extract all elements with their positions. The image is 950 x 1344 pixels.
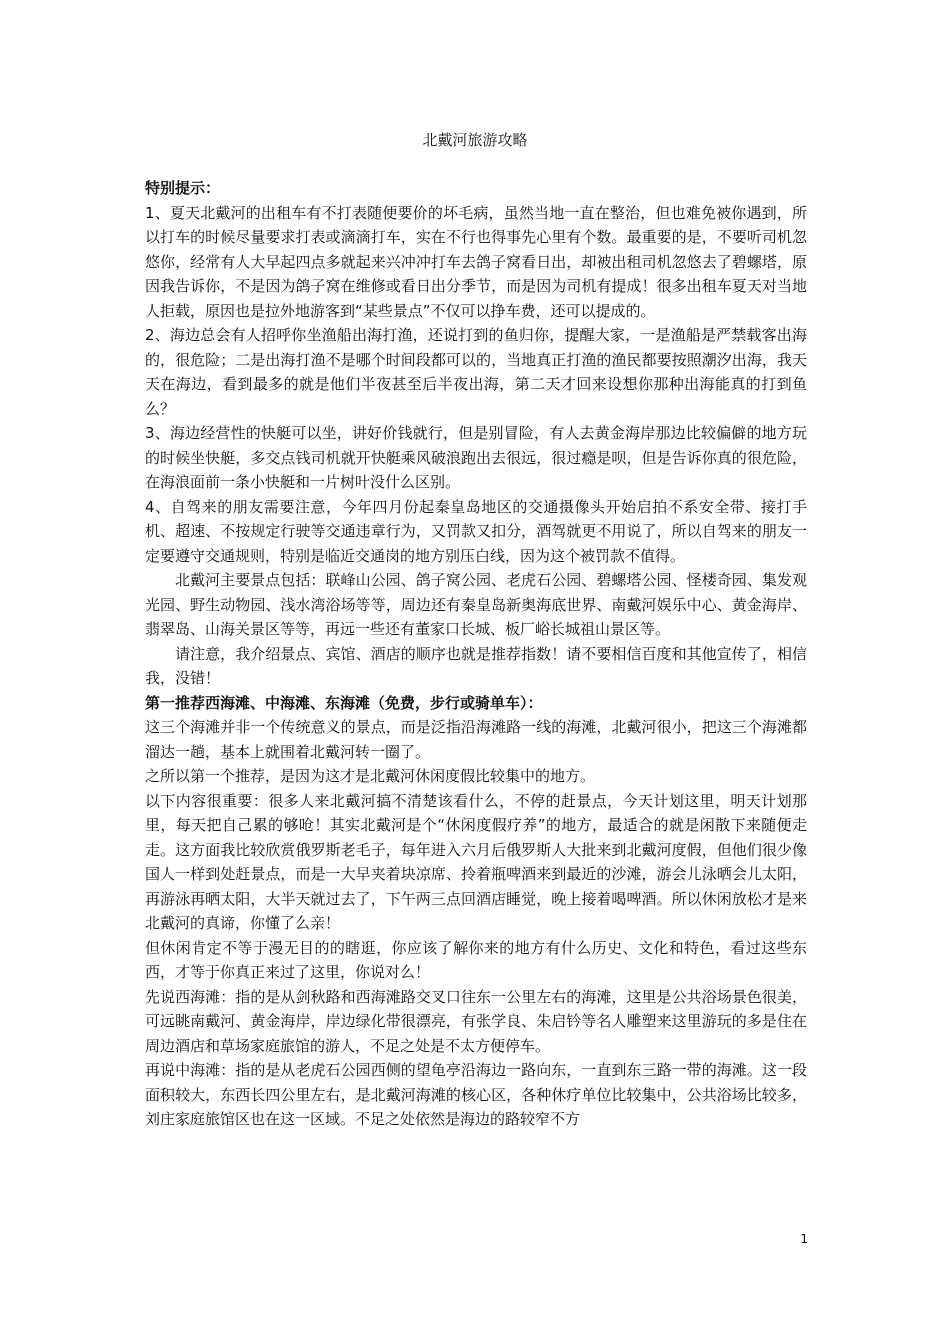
paragraph-recommendation-note: 请注意，我介绍景点、宾馆、酒店的顺序也就是推荐指数！请不要相信百度和其他宣传了，相信我，没错！ [145,644,807,687]
paragraph-important-content: 以下内容很重要：很多人来北戴河搞不清楚该看什么，不停的赶景点，今天计划这里，明天计划那里，每天把自己累的够呛！其实北戴河是个“休闲度假疗养”的地方，最适合的就是闲散下来随便走走。这方面我比较欣赏俄罗斯老毛子，每年进入六月后俄罗斯人大批来到北戴河度假，但他们很少像国人一样到处赶景点，而是一大早夹着块凉席、拎着瓶啤酒来到最近的沙滩，游会儿泳晒会儿太阳，再游泳再晒太阳，大半天就过去了，下午两三点回酒店睡觉，晚上接着喝啤酒。所以休闲放松才是来北戴河的真谛，你懂了么亲！ [145,791,807,932]
paragraph-tip-3: 3、海边经营性的快艇可以坐，讲好价钱就行，但是别冒险，有人去黄金海岸那边比较偏僻的地方玩的时候坐快艇，多交点钱司机就开快艇乘风破浪跑出去很远，很过瘾是呗，但是告诉你真的很危险，在海浪面前一条小快艇和一片树叶没什么区别。 [145,424,807,491]
paragraph-why-first: 之所以第一个推荐，是因为这才是北戴河休闲度假比较集中的地方。 [145,767,596,785]
document-title: 北戴河旅游攻略 [422,131,528,149]
paragraph-tip-4: 4、自驾来的朋友需要注意，今年四月份起秦皇岛地区的交通摄像头开始启拍不系安全带、接打手机、超速、不按规定行驶等交通违章行为，又罚款又扣分，酒驾就更不用说了，所以自驾来的朋友一定要遵守交通规则，特别是临近交通岗的地方别压白线，因为这个被罚款不值得。 [145,497,807,565]
paragraph-leisure-meaning: 但休闲肯定不等于漫无目的的瞎逛，你应该了解你来的地方有什么历史、文化和特色，看过这些东西，才等于你真正来过了这里，你说对么！ [145,938,807,981]
paragraph-beaches-intro: 这三个海滩并非一个传统意义的景点，而是泛指沿海滩路一线的海滩，北戴河很小，把这三个海滩都溜达一趟，基本上就围着北戴河转一圈了。 [145,718,807,761]
paragraph-main-attractions: 北戴河主要景点包括：联峰山公园、鸽子窝公园、老虎石公园、碧螺塔公园、怪楼奇园、集发观光园、野生动物园、浅水湾浴场等等，周边还有秦皇岛新奥海底世界、南戴河娱乐中心、黄金海岸、翡翠岛、山海关景区等等，再远一些还有董家口长城、板厂峪长城祖山景区等。 [145,571,807,638]
paragraph-heading-special-tips: 特别提示： [145,179,221,197]
paragraph-tip-1: 1、夏天北戴河的出租车有不打表随便要价的坏毛病，虽然当地一直在整治，但也难免被你遇到，所以打车的时候尽量要求打表或滴滴打车，实在不行也得事先心里有个数。最重要的是，不要听司机忽悠你，经常有人大早起四点多就起来兴冲冲打车去鸽子窝看日出，却被出租司机忽悠去了碧螺塔，原因我告诉你，不是因为鸽子窝在维修或看日出分季节，而是因为司机有提成！很多出租车夏天对当地人拒载，原因也是拉外地游客到“某些景点”不仅可以挣车费，还可以提成的。 [145,203,807,320]
paragraph-heading-first-recommendation: 第一推荐西海滩、中海滩、东海滩（免费，步行或骑单车）： [145,693,543,712]
document-body [145,176,807,1132]
page-number: 1 [800,1232,808,1246]
paragraph-west-beach: 先说西海滩：指的是从剑秋路和西海滩路交叉口往东一公里左右的海滩，这里是公共浴场景色很美，可远眺南戴河、黄金海岸，岸边绿化带很漂亮，有张学良、朱启钤等名人雕塑来这里游玩的多是住在周边酒店和草场家庭旅馆的游人，不足之处是不太方便停车。 [145,987,807,1055]
paragraph-tip-2: 2、海边总会有人招呼你坐渔船出海打渔，还说打到的鱼归你，提醒大家，一是渔船是严禁载客出海的，很危险；二是出海打渔不是哪个时间段都可以的，当地真正打渔的渔民都要按照潮汐出海，我天天在海边，看到最多的就是他们半夜甚至后半夜出海，第二天才回来设想你那种出海能真的打到鱼么？ [145,326,807,418]
paragraph-middle-beach: 再说中海滩：指的是从老虎石公园西侧的望龟亭沿海边一路向东，一直到东三路一带的海滩。这一段面积较大，东西长四公里左右，是北戴河海滩的核心区，各种休疗单位比较集中，公共浴场比较多，刘庄家庭旅馆区也在这一区域。不足之处依然是海边的路较窄不方 [145,1061,807,1128]
